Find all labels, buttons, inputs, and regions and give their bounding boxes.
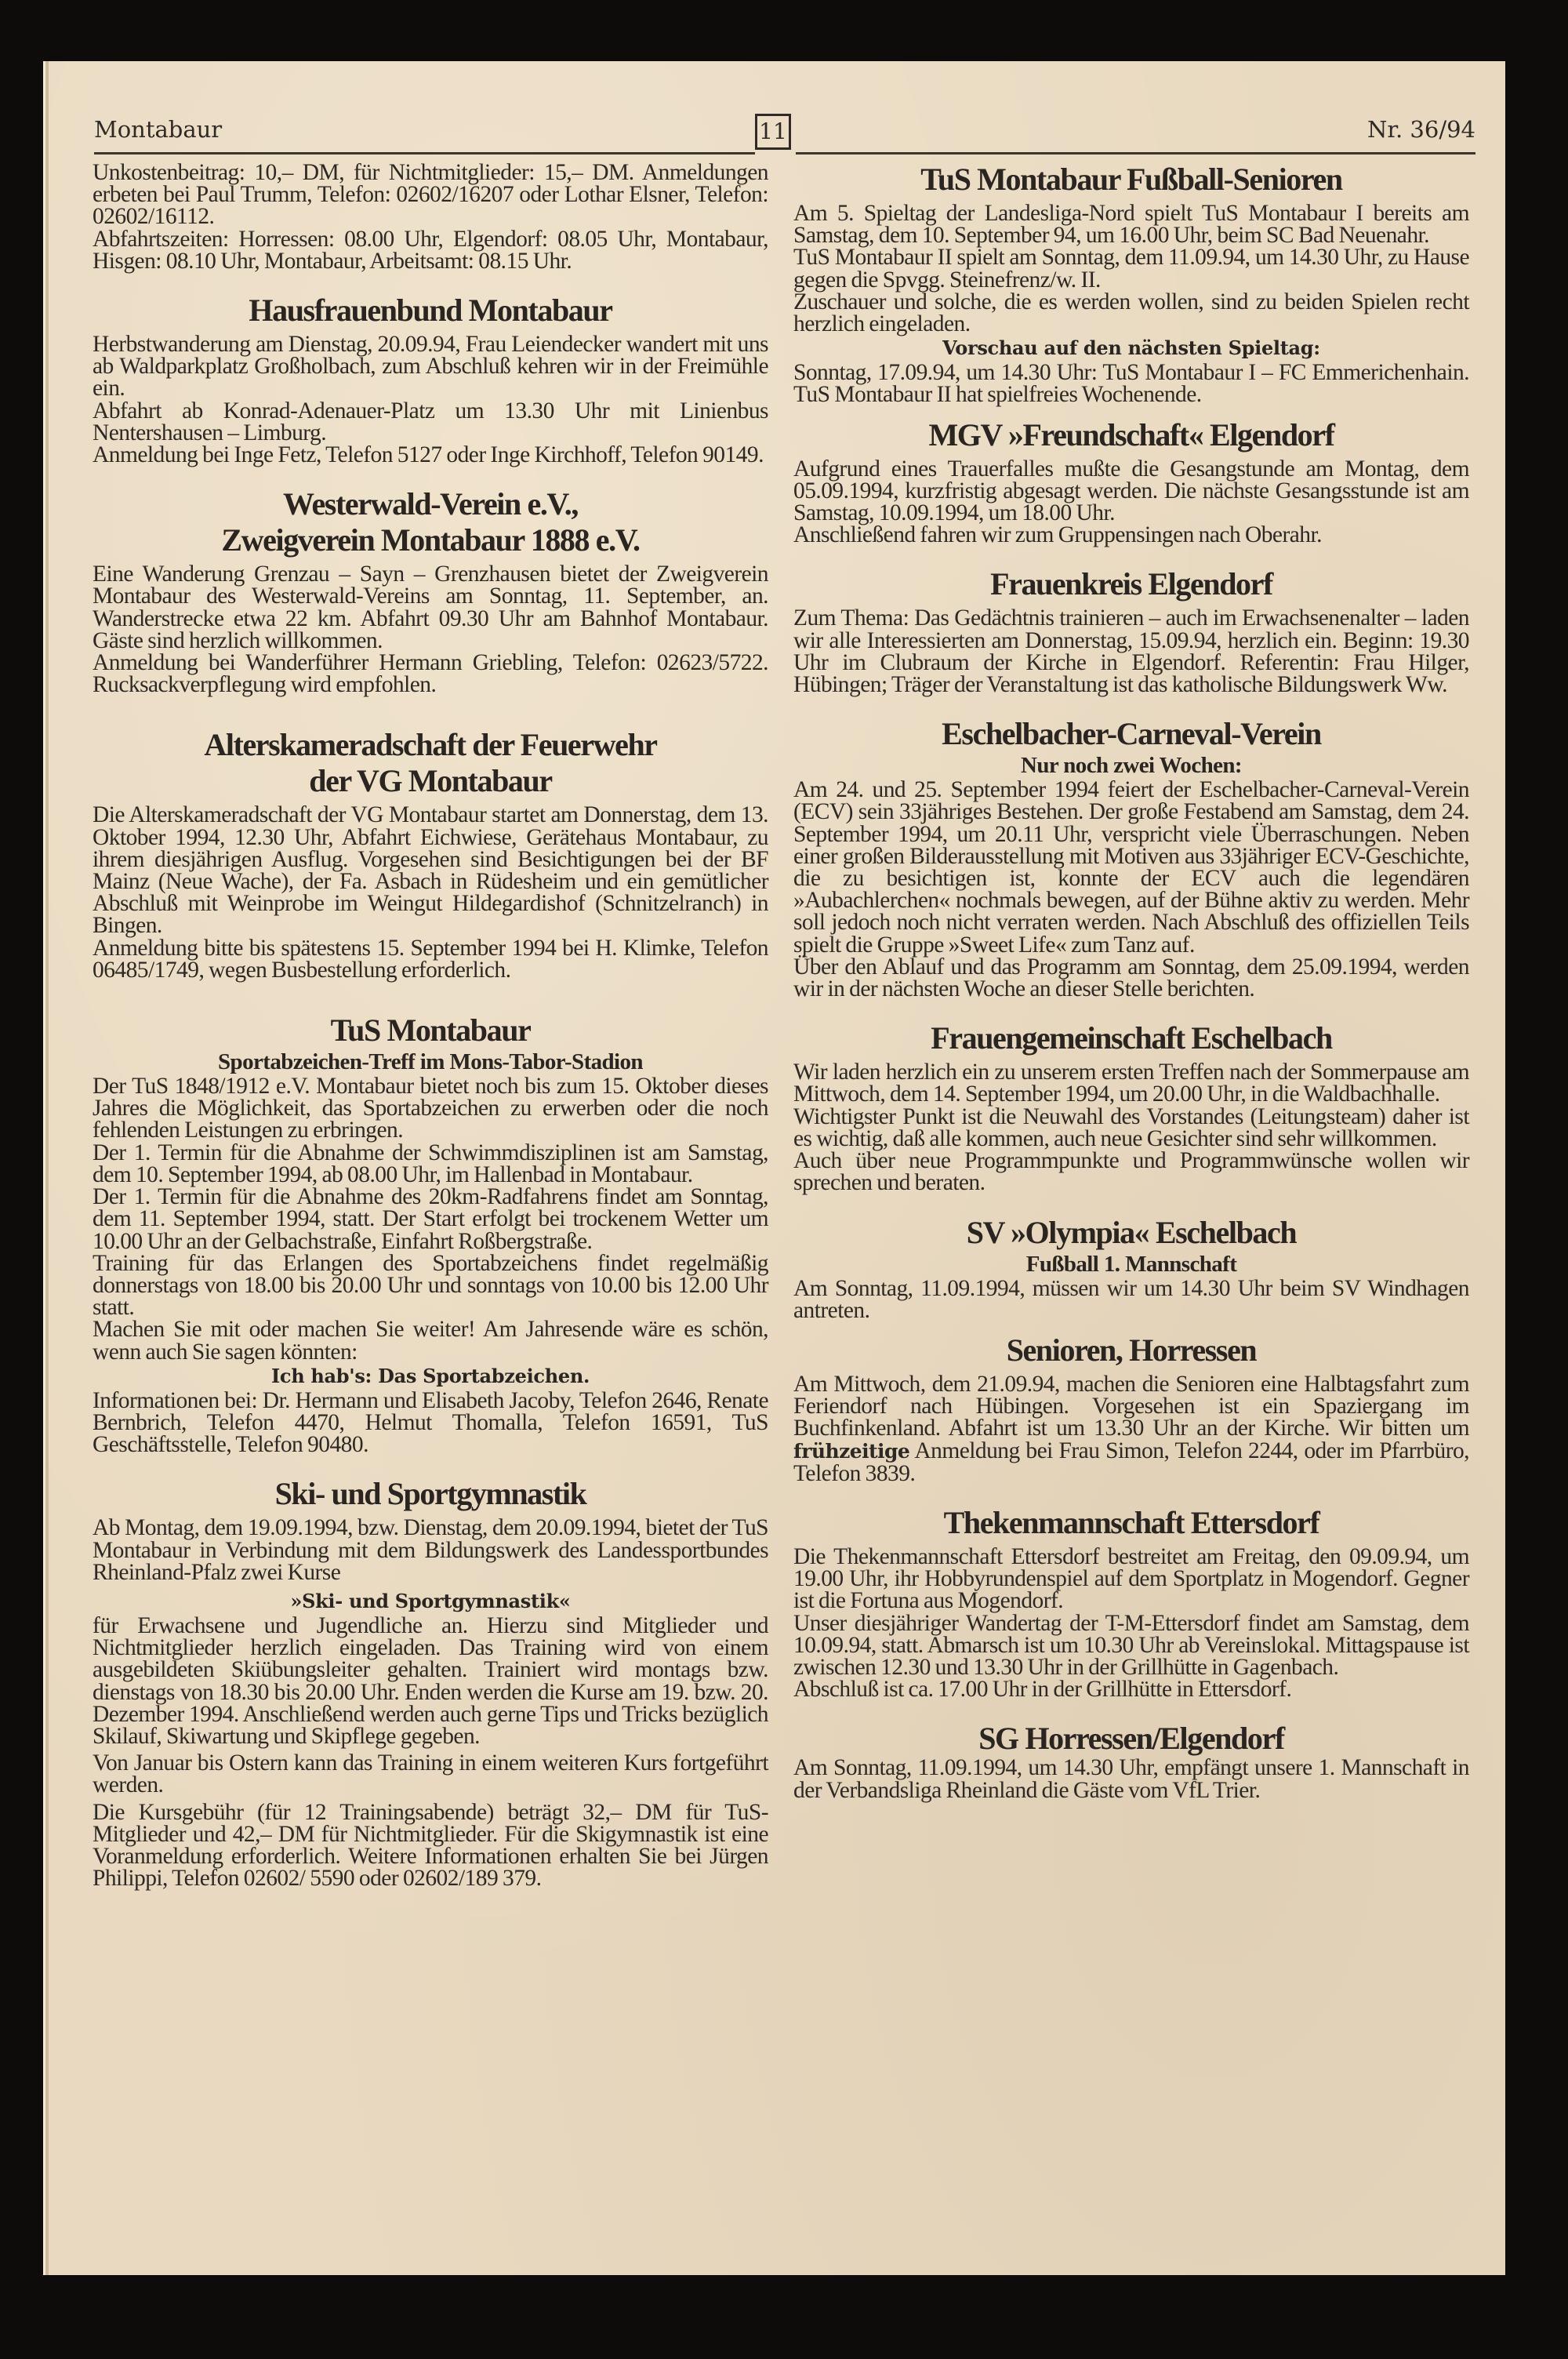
article-title: SV »Olympia« Eschelbach bbox=[966, 1214, 1297, 1250]
paragraph: Herbstwanderung am Dienstag, 20.09.94, Frau Leiendecker wandert mit uns ab Waldparkplatz Großholbach, zum Abschluß kehren wir in der Freimühle ein. bbox=[93, 332, 768, 402]
article-title: Alterskameradschaft der Feuerwehr bbox=[204, 727, 657, 763]
article-title: Senioren, Horressen bbox=[1006, 1332, 1257, 1368]
article-title: Eschelbacher-Carneval-Verein bbox=[942, 716, 1321, 752]
paragraph: Anmeldung bei Inge Fetz, Telefon 5127 oder Inge Kirchhoff, Telefon 90149. bbox=[93, 442, 764, 468]
article-title: TuS Montabaur bbox=[330, 1012, 531, 1049]
course-name: »Ski- und Sportgymnastik« bbox=[290, 1589, 571, 1612]
article-title: SG Horressen/Elgendorf bbox=[978, 1721, 1284, 1757]
article-title: Frauengemeinschaft Eschelbach bbox=[931, 1020, 1332, 1056]
paragraph: für Erwachsene und Jugendliche an. Hierzu sind Mitglieder und Nichtmitglieder herzlich eingeladen. Das Training wird von einem ausgebildeten Skiübungsleiter gehalten. Trainiert wird montags bzw. dienstags von 18.30 bis 20.00 Uhr. Enden werden die Kurse am 19. bzw. 20. Dezember 1994. Anschließend werden auch gerne Tips und Tricks bezüglich Skilauf, Skiwartung und Skipflege gegeben. bbox=[93, 1612, 768, 1749]
paragraph: Unkostenbeitrag: 10,– DM, für Nichtmitglieder: 15,– DM. Anmeldungen erbeten bei Paul Trumm, Telefon: 02602/16207 oder Lothar Elsner, Telefon: 02602/16112. bbox=[93, 160, 768, 230]
article-title: TuS Montabaur Fußball-Senioren bbox=[920, 162, 1342, 197]
left-column bbox=[93, 160, 768, 1892]
text-run: Anmeldung bei Frau Simon, Telefon 2244, oder im Pfarrbüro, Telefon 3839. bbox=[793, 1438, 1469, 1486]
article-title: Frauenkreis Elgendorf bbox=[990, 566, 1272, 602]
paragraph: Über den Ablauf und das Programm am Sonntag, dem 25.09.1994, werden wir in der nächsten Woche an dieser Stelle berichten. bbox=[793, 954, 1469, 1002]
header-rule-left bbox=[94, 152, 755, 154]
article-olympia bbox=[793, 1215, 1469, 1321]
article-subtitle: Sportabzeichen-Treff im Mons-Tabor-Stadion bbox=[218, 1049, 643, 1075]
article-hausfrauenbund bbox=[93, 293, 768, 466]
paragraph: Der TuS 1848/1912 e.V. Montabaur bietet noch bis zum 15. Oktober dieses Jahres die Möglichkeit, das Sportabzeichen zu erwerben oder die noch fehlenden Leistungen zu erbringen. bbox=[93, 1074, 768, 1143]
paragraph: Zum Thema: Das Gedächtnis trainieren – auch im Erwachsenenalter – laden wir alle Interessierten am Donnerstag, 15.09.94, herzlich ein. Beginn: 19.30 Uhr im Clubraum der Kirche in Elgendorf. Referentin: Frau Hilger, Hübingen; Träger der Veranstaltung ist das katholische Bildungswerk Ww. bbox=[793, 605, 1469, 698]
article-westerwald-verein bbox=[93, 486, 768, 696]
article-subtitle: Vorschau auf den nächsten Spieltag: bbox=[942, 336, 1320, 360]
paragraph: TuS Montabaur II spielt am Sonntag, dem 11.09.94, um 14.30 Uhr, zu Hause gegen die Spvgg. Steinefrenz/w. II. bbox=[793, 245, 1469, 293]
paragraph: Unser diesjähriger Wandertag der T-M-Ettersdorf findet am Samstag, dem 10.09.94, statt. Abmarsch ist um 10.30 Uhr ab Vereinslokal. Mittagspause ist zwischen 12.30 und 13.30 Uhr in der Grillhütte in Gagenbach. bbox=[793, 1610, 1469, 1680]
paragraph: Abfahrtszeiten: Horressen: 08.00 Uhr, Elgendorf: 08.05 Uhr, Montabaur, Hisgen: 08.10 Uhr, Montabaur, Arbeitsamt: 08.15 Uhr. bbox=[93, 226, 768, 274]
article-title: Zweigverein Montabaur 1888 e.V. bbox=[221, 522, 640, 558]
article-frauengemeinschaft bbox=[793, 1020, 1469, 1194]
paragraph: Wichtigster Punkt ist die Neuwahl des Vorstandes (Leitungsteam) daher ist es wichtig, daß alle kommen, auch neue Gesichter sind sehr willkommen. bbox=[793, 1103, 1469, 1151]
article-carneval-verein bbox=[793, 716, 1469, 1000]
article-title: der VG Montabaur bbox=[309, 763, 552, 799]
header-rule-right bbox=[796, 152, 1475, 154]
article-title: Ski- und Sportgymnastik bbox=[274, 1476, 586, 1512]
paragraph: Anschließend fahren wir zum Gruppensingen nach Oberahr. bbox=[793, 522, 1322, 548]
article-senioren-horressen bbox=[793, 1332, 1469, 1485]
article-title: Westerwald-Verein e.V., bbox=[283, 486, 578, 522]
page-number: 11 bbox=[755, 114, 791, 150]
article-title: Hausfrauenbund Montabaur bbox=[249, 293, 612, 329]
paragraph: Der 1. Termin für die Abnahme des 20km-Radfahrens findet am Sonntag, dem 11. September 1994, statt. Der Start erfolgt bei trockenem Wetter um 10.00 Uhr an der Gelbachstraße, Einfahrt Roßbergstraße. bbox=[93, 1184, 768, 1254]
paragraph: Eine Wanderung Grenzau – Sayn – Grenzhausen bietet der Zweigverein Montabaur des Westerwald-Vereins am Sonntag, 11. September, an. Wanderstrecke etwa 22 km. Abfahrt 09.30 Uhr am Bahnhof Montabaur. Gäste sind herzlich willkommen. bbox=[93, 562, 768, 653]
slogan: Ich hab's: Das Sportabzeichen. bbox=[270, 1364, 590, 1387]
article-title: Thekenmannschaft Ettersdorf bbox=[943, 1504, 1319, 1540]
page-header bbox=[94, 114, 1475, 154]
paragraph: Die Kursgebühr (für 12 Trainingsabende) beträgt 32,– DM für TuS-Mitglieder und 42,– DM für Nichtmitglieder. Für die Skigymnastik ist eine Voranmeldung erforderlich. Weitere Informationen erhalten Sie bei Jürgen Philippi, Telefon 02602/ 5590 oder 02602/189 379. bbox=[93, 1799, 768, 1892]
paragraph: Von Januar bis Ostern kann das Training in einem weiteren Kurs fortgeführt werden. bbox=[93, 1750, 768, 1798]
paragraph: Der 1. Termin für die Abnahme der Schwimmdisziplinen ist am Samstag, dem 10. September 1994, ab 08.00 Uhr, im Hallenbad in Montabaur. bbox=[93, 1140, 768, 1187]
article-mgv-freundschaft bbox=[793, 417, 1469, 547]
paragraph: Anmeldung bei Wanderführer Hermann Griebling, Telefon: 02623/5722. Rucksackverpflegung wird empfohlen. bbox=[93, 650, 768, 698]
paragraph: Am Sonntag, 11.09.1994, um 14.30 Uhr, empfängt unsere 1. Mannschaft in der Verbandsliga Rheinland die Gäste vom VfL Trier. bbox=[793, 1755, 1469, 1803]
paragraph: Machen Sie mit oder machen Sie weiter! Am Jahresende wäre es schön, wenn auch Sie sagen könnten: bbox=[93, 1317, 768, 1365]
paragraph: Abschluß ist ca. 17.00 Uhr in der Grillhütte in Ettersdorf. bbox=[793, 1677, 1292, 1703]
paragraph: Training für das Erlangen des Sportabzeichens findet regelmäßig donnerstags von 18.00 bis 20.00 Uhr und sonntags von 10.00 bis 12.00 Uhr statt. bbox=[93, 1250, 768, 1321]
paragraph bbox=[793, 1373, 1469, 1485]
header-place: Montabaur bbox=[94, 116, 223, 143]
paragraph: Auch über neue Programmpunkte und Programmwünsche wollen wir sprechen und beraten. bbox=[793, 1148, 1469, 1196]
article-ski-gymnastik bbox=[93, 1476, 768, 1892]
article-subtitle: Fußball 1. Mannschaft bbox=[1025, 1251, 1237, 1277]
paragraph: Die Thekenmannschaft Ettersdorf bestreitet am Freitag, den 09.09.94, um 19.00 Uhr, ihr Hobbyrundenspiel auf dem Sportplatz in Mogendorf. Gegner ist die Fortuna aus Mogendorf. bbox=[793, 1543, 1469, 1614]
article-intro bbox=[93, 162, 768, 272]
right-column bbox=[793, 162, 1469, 1801]
paragraph: Die Alterskameradschaft der VG Montabaur startet am Donnerstag, dem 13. Oktober 1994, 12.30 Uhr, Abfahrt Eichwiese, Gerätehaus Montabaur, zu ihrem diesjährigen Ausflug. Vorgesehen sind Besichtigungen bei der BF Mainz (Neue Wache), der Fa. Asbach in Rüdesheim und ein gemütlicher Abschluß mit Weinprobe im Weingut Hildegardishof (Schnitzelranch) in Bingen. bbox=[93, 802, 768, 939]
paragraph: Sonntag, 17.09.94, um 14.30 Uhr: TuS Montabaur I – FC Emmerichenhain. TuS Montabaur II hat spielfreies Wochenende. bbox=[793, 360, 1469, 408]
paragraph: Am Sonntag, 11.09.1994, müssen wir um 14.30 Uhr beim SV Windhagen antreten. bbox=[793, 1275, 1469, 1323]
emphasis: frühzeitige bbox=[793, 1439, 910, 1463]
paragraph: Anmeldung bitte bis spätestens 15. September 1994 bei H. Klimke, Telefon 06485/1749, wegen Busbestellung erforderlich. bbox=[93, 935, 768, 983]
article-subtitle: Nur noch zwei Wochen: bbox=[1021, 753, 1242, 779]
paragraph: Zuschauer und solche, die es werden wollen, sind zu beiden Spielen recht herzlich eingeladen. bbox=[793, 289, 1469, 337]
paragraph: Abfahrt ab Konrad-Adenauer-Platz um 13.30 Uhr mit Linienbus Nentershausen – Limburg. bbox=[93, 398, 768, 445]
paragraph: Informationen bei: Dr. Hermann und Elisabeth Jacoby, Telefon 2646, Renate Bernbrich, Telefon 4470, Helmut Thomalla, Telefon 16591, TuS Geschäftsstelle, Telefon 90480. bbox=[93, 1387, 768, 1458]
paragraph: Am 24. und 25. September 1994 feiert der Eschelbacher-Carneval-Verein (ECV) sein 33jähriges Bestehen. Der große Festabend am Samstag, dem 24. September 1994, um 20.11 Uhr, verspricht viele Überraschungen. Neben einer großen Bilderausstellung mit Motiven aus 33jähriger ECV-Geschichte, die zu besichtigen ist, konnte der ECV auch die legendären »Aubachlerchen« nochmals bewegen, auf der Bühne aktiv zu werden. Mehr soll jedoch noch nicht verraten werden. Nach Abschluß des offiziellen Teils spielt die Gruppe »Sweet Life« zum Tanz auf. bbox=[793, 777, 1469, 958]
article-frauenkreis bbox=[793, 566, 1469, 696]
paragraph: Ab Montag, dem 19.09.1994, bzw. Dienstag, dem 20.09.1994, bietet der TuS Montabaur in Verbindung mit dem Bildungswerk des Landessportbundes Rheinland-Pfalz zwei Kurse bbox=[93, 1515, 768, 1585]
article-tus-montabaur bbox=[93, 1012, 768, 1456]
paragraph: Wir laden herzlich ein zu unserem ersten Treffen nach der Sommerpause am Mittwoch, dem 14. September 1994, um 20.00 Uhr, in die Waldbachhalle. bbox=[793, 1060, 1469, 1107]
article-thekenmannschaft bbox=[793, 1504, 1469, 1703]
issue-number: Nr. 36/94 bbox=[1367, 116, 1475, 143]
text-run: Am Mittwoch, dem 21.09.94, machen die Senioren eine Halbtagsfahrt zum Feriendorf nach Hübingen. Vorgesehen ist ein Spaziergang im Buchfinkenland. Abfahrt ist um 13.30 Uhr an der Kirche. Wir bitten um bbox=[793, 1371, 1469, 1441]
paragraph: Am 5. Spieltag der Landesliga-Nord spielt TuS Montabaur I bereits am Samstag, dem 10. September 94, um 16.00 Uhr, beim SC Bad Neuenahr. bbox=[793, 201, 1469, 249]
paragraph: Aufgrund eines Trauerfalles mußte die Gesangstunde am Montag, dem 05.09.1994, kurzfristig abgesagt werden. Die nächste Gesangsstunde ist am Samstag, 10.09.1994, um 18.00 Uhr. bbox=[793, 456, 1469, 526]
article-title: MGV »Freundschaft« Elgendorf bbox=[928, 416, 1334, 453]
article-sg-horressen bbox=[793, 1721, 1469, 1801]
article-fussball-senioren bbox=[793, 162, 1469, 406]
article-feuerwehr bbox=[93, 727, 768, 981]
